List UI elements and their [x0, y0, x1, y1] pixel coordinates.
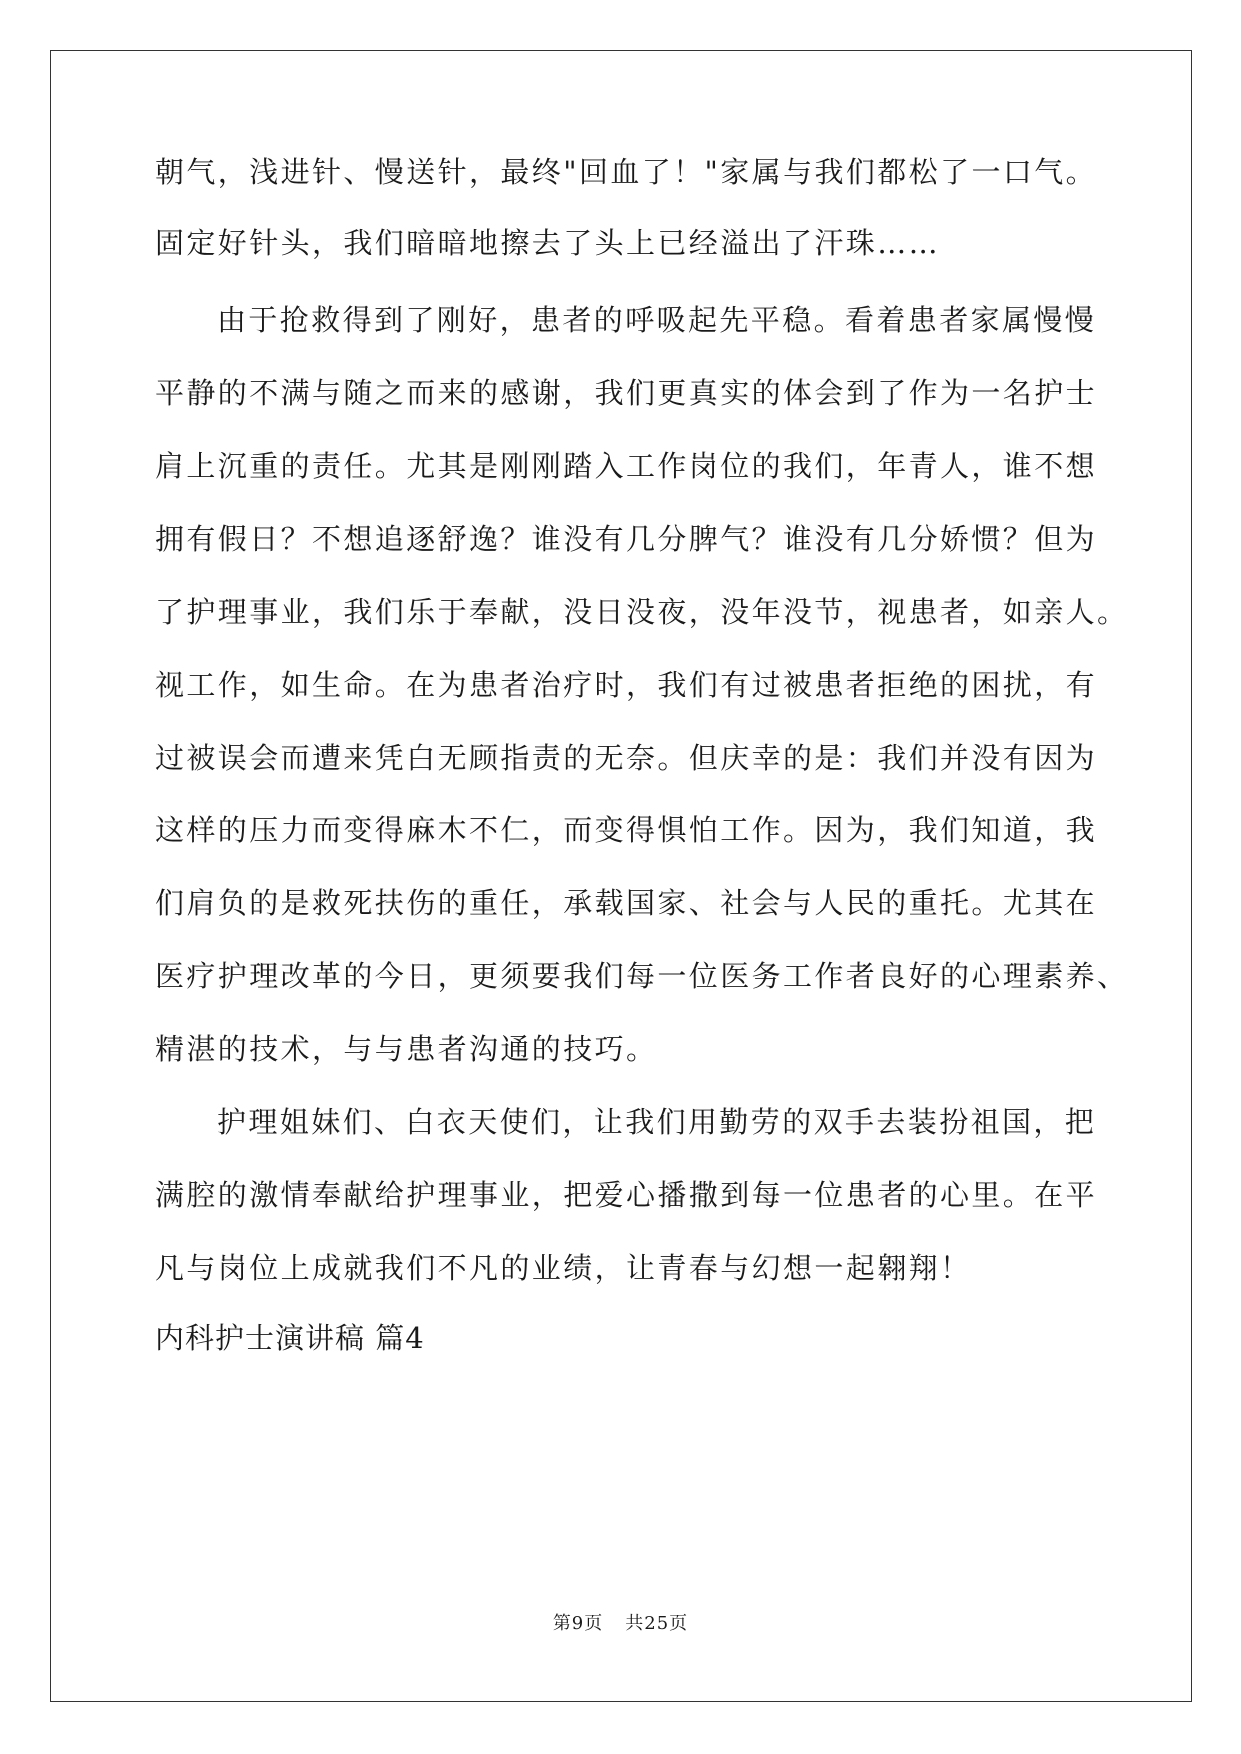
page-border [50, 50, 1192, 1702]
text-line: 肩上沉重的责任。尤其是刚刚踏入工作岗位的我们，年青人，谁不想 [155, 449, 1098, 483]
text-line: 医疗护理改革的今日，更须要我们每一位医务工作者良好的心理素养、 [155, 959, 1129, 993]
text-line: 平静的不满与随之而来的感谢，我们更真实的体会到了作为一名护士 [155, 376, 1098, 410]
text-line: 视工作，如生命。在为患者治疗时，我们有过被患者拒绝的困扰，有 [155, 668, 1098, 702]
page-total: 共25页 [625, 1613, 689, 1634]
text-line: 过被误会而遭来凭白无顾指责的无奈。但庆幸的是：我们并没有因为 [155, 741, 1098, 775]
text-line: 拥有假日？不想追逐舒逸？谁没有几分脾气？谁没有几分娇惯？但为 [155, 522, 1098, 556]
text-line: 满腔的激情奉献给护理事业，把爱心播撒到每一位患者的心里。在平 [155, 1178, 1098, 1212]
text-line: 们肩负的是救死扶伤的重任，承载国家、社会与人民的重托。尤其在 [155, 886, 1098, 920]
text-line: 这样的压力而变得麻木不仁，而变得惧怕工作。因为，我们知道，我 [155, 813, 1098, 847]
text-line: 朝气，浅进针、慢送针，最终"回血了！"家属与我们都松了一口气。 [155, 155, 1098, 189]
text-line: 固定好针头，我们暗暗地擦去了头上已经溢出了汗珠…… [155, 226, 941, 260]
text-line: 由于抢救得到了刚好，患者的呼吸起先平稳。看着患者家属慢慢 [217, 303, 1097, 337]
text-line: 精湛的技术，与与患者沟通的技巧。 [155, 1032, 658, 1066]
section-heading: 内科护士演讲稿 篇4 [155, 1321, 425, 1355]
page-number: 第9页 [552, 1613, 604, 1634]
text-line: 凡与岗位上成就我们不凡的业绩，让青春与幻想一起翱翔！ [155, 1251, 972, 1285]
page-footer [0, 1612, 1241, 1636]
text-line: 护理姐妹们、白衣天使们，让我们用勤劳的双手去装扮祖国，把 [217, 1105, 1097, 1139]
text-line: 了护理事业，我们乐于奉献，没日没夜，没年没节，视患者，如亲人。 [155, 595, 1129, 629]
